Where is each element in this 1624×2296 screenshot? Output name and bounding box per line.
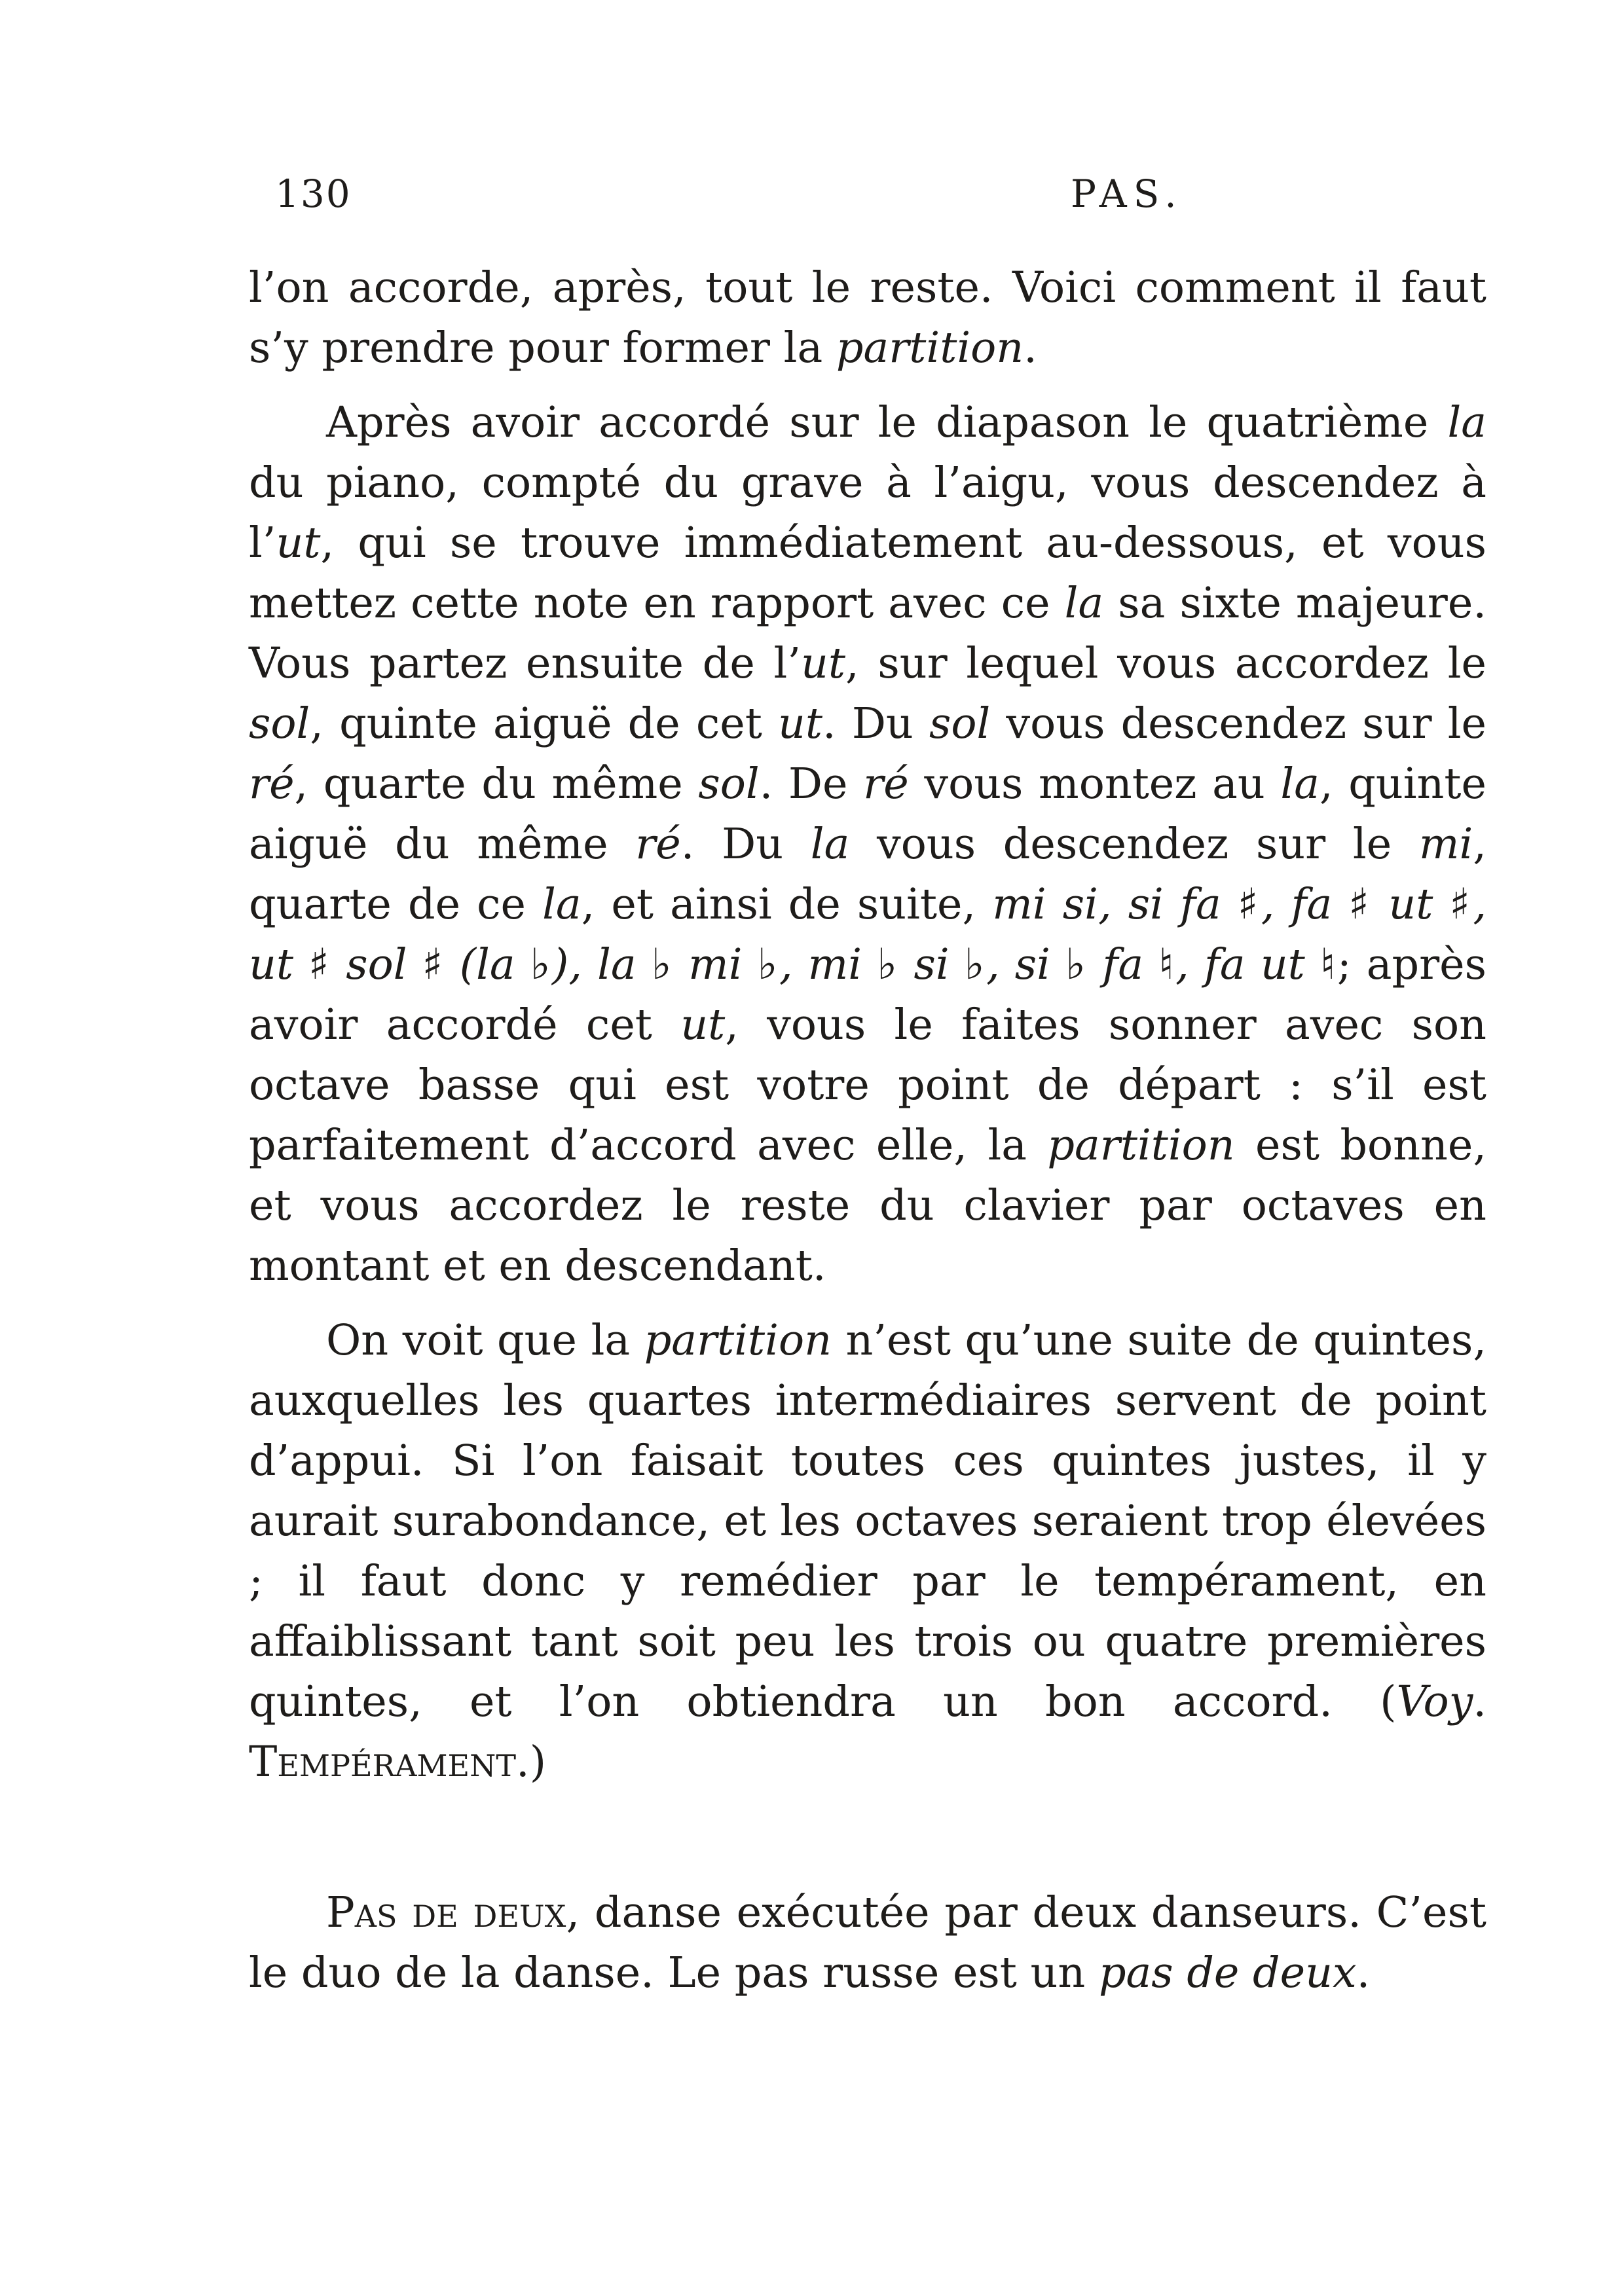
text-run: l’on accorde, après, tout le reste. Voici comment il faut s’y prendre pour former la <box>249 263 1486 373</box>
italic-text: pas de deux <box>1098 1948 1357 1997</box>
text-run: . Du <box>680 820 811 869</box>
text-run: vous descendez sur le <box>849 820 1419 869</box>
text-run: . De <box>759 759 864 809</box>
italic-text: partition <box>644 1316 832 1365</box>
italic-text: sol <box>698 759 760 809</box>
italic-text: sol <box>249 699 310 748</box>
dictionary-entry-pas-de-deux <box>249 1883 1486 2003</box>
text-run: , quarte du même <box>294 759 699 809</box>
text-run: On voit que la <box>326 1316 644 1365</box>
text-run: .) <box>516 1738 547 1787</box>
text-run: est bonne, et vous accordez le reste du clavier par octaves en montant et en descendant. <box>249 1121 1486 1290</box>
italic-text: mi si, si fa ♯, fa ♯ ut ♯, ut ♯ sol ♯ (la ♭), la ♭ mi ♭, mi ♭ si ♭, si ♭ fa ♮, fa ut ♮ <box>249 880 1486 989</box>
text-run: , quinte aiguë du même <box>249 759 1486 869</box>
text-run: Après avoir accordé sur le diapason le quatrième <box>326 398 1448 447</box>
text-run: , qui se trouve immédiatement au-dessous, et vous mettez cette note en rapport avec ce <box>249 519 1486 628</box>
text-run: sa sixte majeure. Vous partez ensuite de l’ <box>249 579 1486 688</box>
italic-text: sol <box>929 699 991 748</box>
italic-text: partition <box>1047 1121 1235 1170</box>
small-caps-text: Tempérament <box>249 1738 517 1787</box>
italic-text: la <box>810 820 850 869</box>
text-run: du piano, compté du grave à l’aigu, vous descendez à l’ <box>249 458 1486 568</box>
running-head: PAS. <box>1071 172 1183 216</box>
italic-text: ré <box>635 820 681 869</box>
body-text <box>249 258 1486 2003</box>
text-run: n’est qu’une suite de quintes, auxquelles les quartes intermédiaires servent de point d’appui. Si l’on faisait toutes ces quintes justes, il y aurait surabondance, et les octaves seraient trop élevées ; il faut donc y remédier par le tempérament, en affaiblissant tant soit peu les trois ou quatre premières quintes, et l’on obtiendra un bon accord. ( <box>249 1316 1486 1726</box>
page-header <box>275 172 1493 237</box>
text-run: , quinte aiguë de cet <box>310 699 779 748</box>
italic-text: ut <box>680 1000 726 1049</box>
italic-text: mi <box>1418 820 1473 869</box>
italic-text: ré <box>249 759 295 809</box>
italic-text: la <box>1447 398 1486 447</box>
paragraph-continuation <box>249 258 1486 378</box>
text-run: . <box>1473 1677 1486 1726</box>
text-run: . Du <box>822 699 929 748</box>
text-run: vous montez au <box>908 759 1281 809</box>
italic-text: ut <box>778 699 822 748</box>
page-number: 130 <box>275 172 352 216</box>
italic-text: Voy <box>1396 1677 1473 1726</box>
text-run: , sur lequel vous accordez le <box>845 639 1486 688</box>
text-run: , danse exécutée par deux danseurs. C’est le duo de la danse. Le pas russe est un <box>249 1888 1486 1997</box>
text-run: , et ainsi de suite, <box>581 880 993 929</box>
italic-text: la <box>542 880 581 929</box>
text-run: . <box>1356 1948 1371 1997</box>
text-run: ; après avoir accordé cet <box>249 940 1486 1049</box>
text-run: . <box>1024 323 1037 373</box>
text-run: , vous le faites sonner avec son octave basse qui est votre point de départ : s’il est parfaitement d’accord avec elle, la <box>249 1000 1486 1170</box>
small-caps-text: Pas de deux <box>326 1888 566 1937</box>
italic-text: la <box>1064 579 1104 628</box>
italic-text: partition <box>836 323 1024 373</box>
paragraph-partition-procedure <box>249 393 1486 1296</box>
text-run: vous descendez sur le <box>990 699 1486 748</box>
text-run: , quarte de ce <box>249 820 1486 929</box>
italic-text: ré <box>863 759 909 809</box>
italic-text: la <box>1280 759 1320 809</box>
italic-text: ut <box>276 519 321 568</box>
paragraph-partition-explanation <box>249 1311 1486 1793</box>
italic-text: ut <box>800 639 845 688</box>
